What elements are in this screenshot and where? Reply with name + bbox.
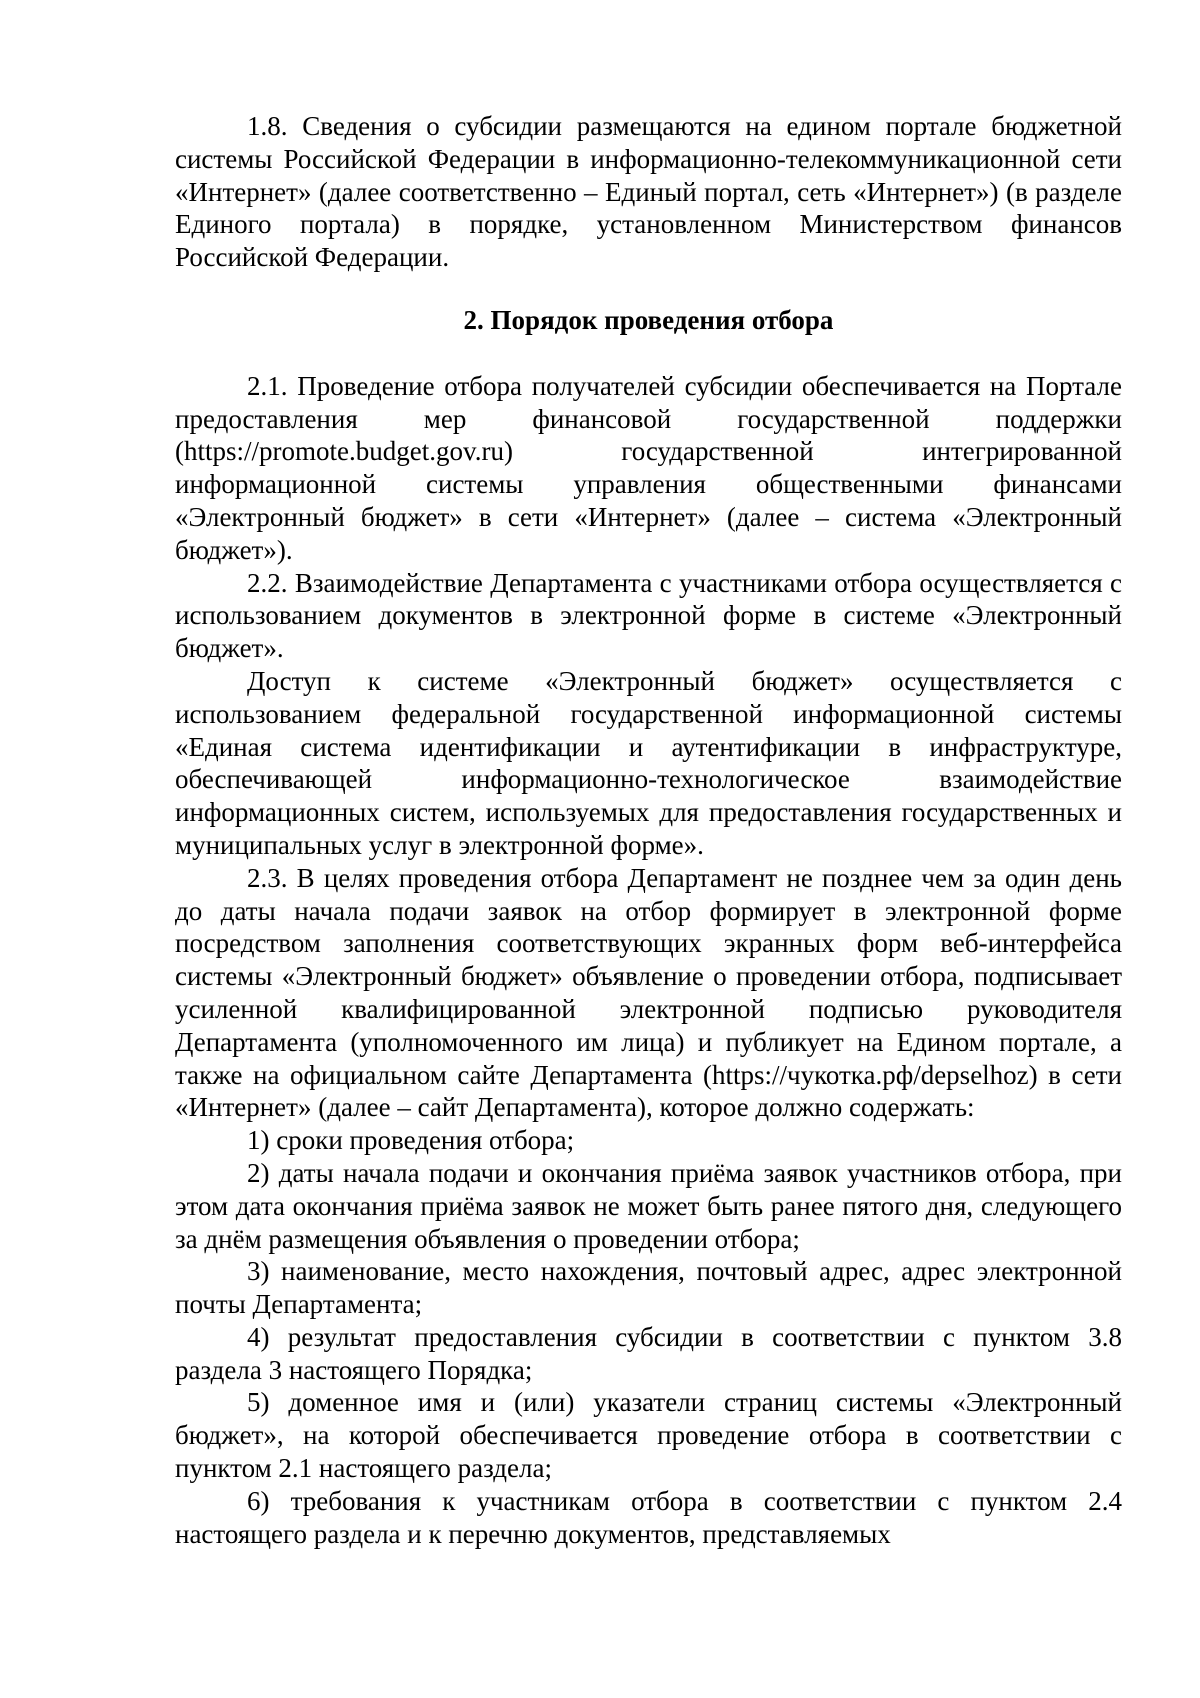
list-item: 3) наименование, место нахождения, почтовый адрес, адрес электронной почты Департамента; [175,1256,1122,1320]
paragraph-1-8: 1.8. Сведения о субсидии размещаются на едином портале бюджетной системы Российской Федерации в информационно-телекоммуникационной сети «Интернет» (далее соответственно – Единый портал, сеть «Интернет») (в разделе Единого портала) в порядке, установленном Министерством финансов Российской Федерации. [175,111,1122,273]
list-item: 4) результат предоставления субсидии в соответствии с пунктом 3.8 раздела 3 настоящего Порядка; [175,1321,1122,1385]
list-item: 2) даты начала подачи и окончания приёма заявок участников отбора, при этом дата окончания приёма заявок не может быть ранее пятого дня, следующего за днём размещения объявления о проведении отбора; [175,1157,1122,1254]
list-item: 5) доменное имя и (или) указатели страниц системы «Электронный бюджет», на которой обеспечивается проведение отбора в соответствии с пунктом 2.1 настоящего раздела; [175,1387,1122,1484]
paragraph-2-3: 2.3. В целях проведения отбора Департамент не позднее чем за один день до даты начала подачи заявок на отбор формирует в электронной форме посредством заполнения соответствующих экранных форм веб-интерфейса системы «Электронный бюджет» объявление о проведении отбора, подписывает усиленной квалифицированной электронной подписью руководителя Департамента (уполномоченного им лица) и публикует на Едином портале, а также на официальном сайте Департамента (https://чукотка.рф/depselhoz) в сети «Интернет» (далее – сайт Департамента), которое должно содержать: [175,862,1122,1123]
paragraph-2-2-access: Доступ к системе «Электронный бюджет» осуществляется с использованием федеральной государственной информационной системы «Единая система идентификации и аутентификации в инфраструктуре, обеспечивающей информационно-технологическое взаимодействие информационных систем, используемых для предоставления государственных и муниципальных услуг в электронной форме». [175,665,1122,860]
list-item: 6) требования к участникам отбора в соответствии с пунктом 2.4 настоящего раздела и к перечню документов, представляемых [175,1485,1122,1549]
list-item: 1) сроки проведения отбора; [247,1125,575,1156]
paragraph-2-1: 2.1. Проведение отбора получателей субсидии обеспечивается на Портале предоставления мер финансовой государственной поддержки (https://promote.budget.gov.ru) государственной интегрированной информационной системы управления общественными финансами «Электронный бюджет» в сети «Интернет» (далее – система «Электронный бюджет»). [175,370,1122,565]
document-page [175,110,1122,1550]
section-2-heading: 2. Порядок проведения отбора [463,304,834,335]
paragraph-2-2: 2.2. Взаимодействие Департамента с участниками отбора осуществляется с использованием документов в электронной форме в системе «Электронный бюджет». [175,567,1122,664]
